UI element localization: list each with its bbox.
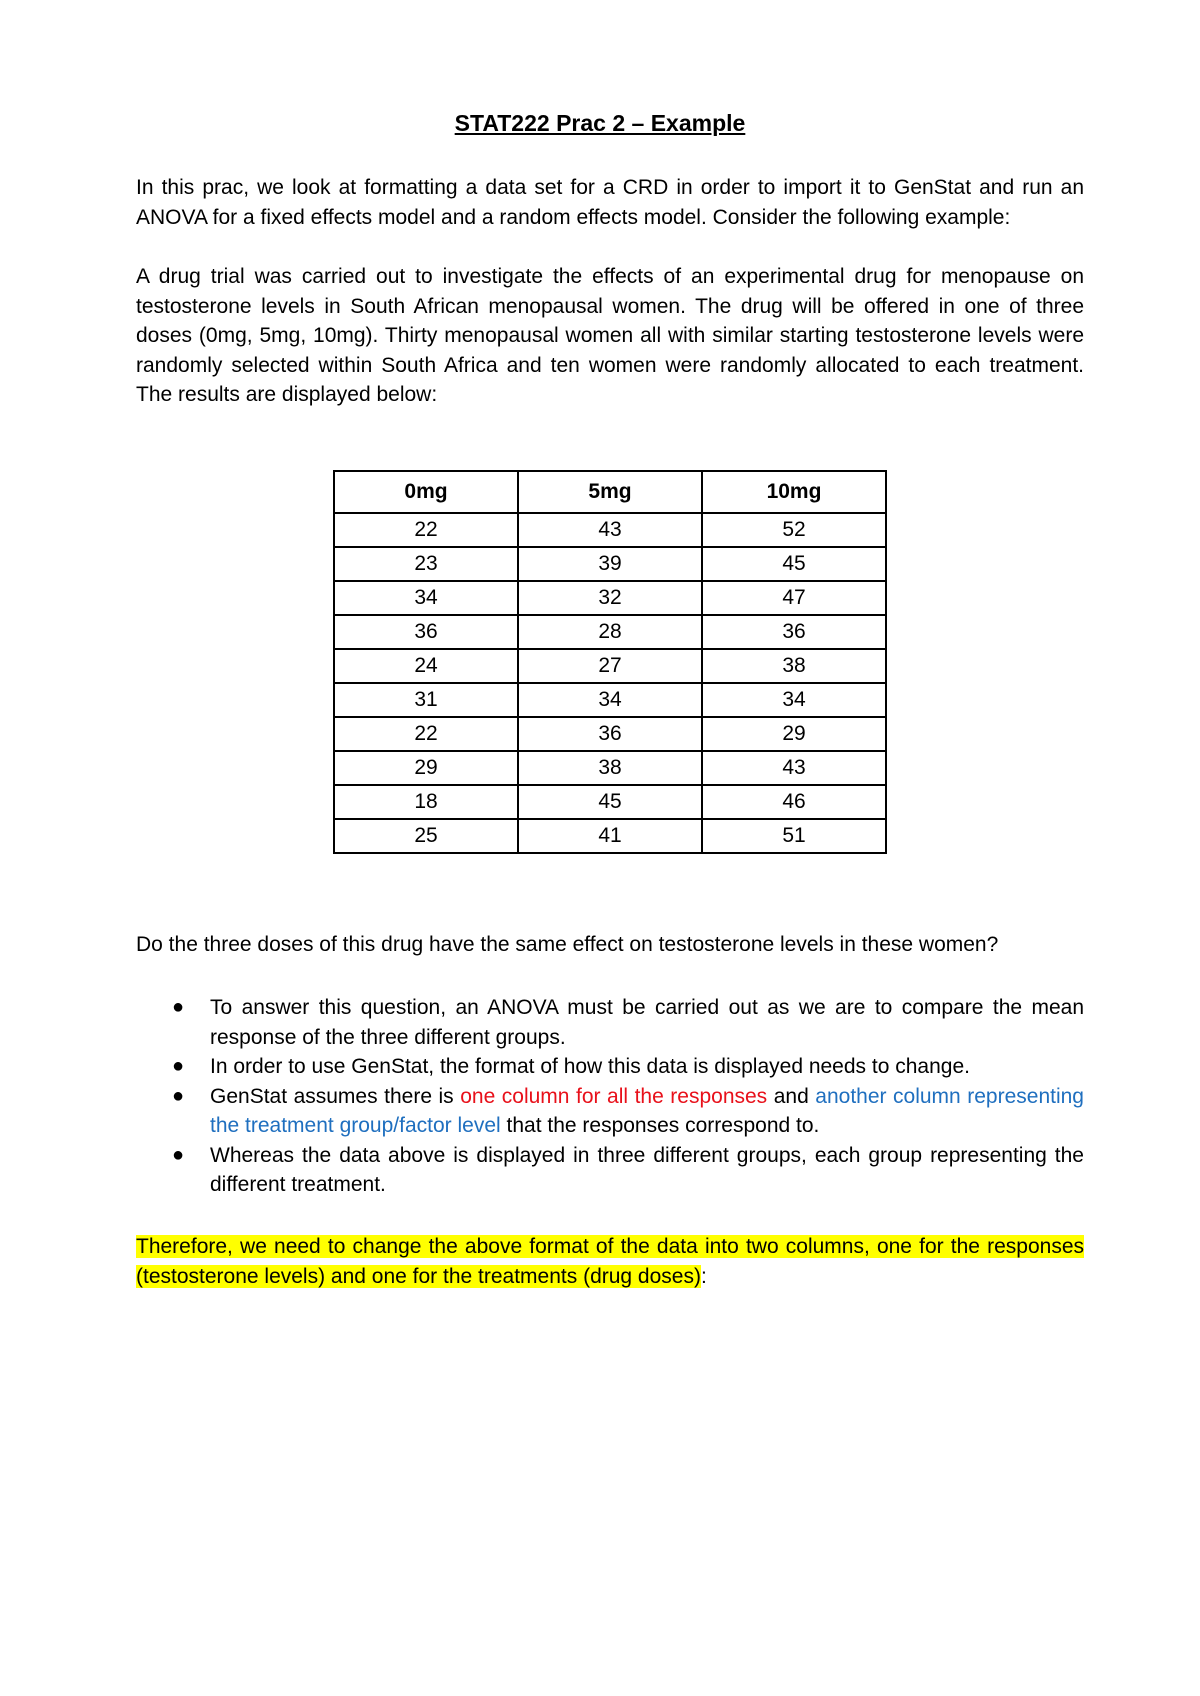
table-cell: 28 xyxy=(518,615,702,649)
bullet-icon: ● xyxy=(172,1084,185,1107)
table-row xyxy=(334,819,886,853)
intro-paragraph: In this prac, we look at formatting a data set for a CRD in order to import it to GenStat and run an ANOVA for a fixed effects model and a random effects model. Consider the following example: xyxy=(136,176,1084,229)
bullet-text: In order to use GenStat, the format of how this data is displayed needs to change. xyxy=(210,1055,970,1078)
header-5mg: 5mg xyxy=(518,471,702,513)
table-cell: 34 xyxy=(702,683,886,717)
table-cell: 47 xyxy=(702,581,886,615)
table-cell: 38 xyxy=(702,649,886,683)
bullet-icon: ● xyxy=(172,1055,185,1077)
table-cell: 29 xyxy=(334,751,518,785)
highlighted-conclusion: Therefore, we need to change the above format of the data into two columns, one for the responses (testosterone levels) and one for the treatments (drug doses) xyxy=(136,1235,1084,1288)
responses-column-phrase: one column for all the responses xyxy=(460,1084,768,1108)
table-cell: 34 xyxy=(334,581,518,615)
table-cell: 23 xyxy=(334,547,518,581)
bullet-list xyxy=(136,993,1084,1200)
table-cell: 36 xyxy=(334,615,518,649)
results-table xyxy=(333,470,887,854)
table-cell: 31 xyxy=(334,683,518,717)
bullet-icon: ● xyxy=(172,996,185,1018)
table-cell: 36 xyxy=(702,615,886,649)
table-cell: 24 xyxy=(334,649,518,683)
bullet-text: To answer this question, an ANOVA must be carried out as we are to compare the mean response of the three different groups. xyxy=(210,996,1084,1049)
table-cell: 52 xyxy=(702,513,886,547)
table-row xyxy=(334,785,886,819)
table-cell: 22 xyxy=(334,513,518,547)
table-header-row xyxy=(334,471,886,513)
bullet-item-groups xyxy=(136,1141,1084,1200)
bullet-text: that the responses correspond to. xyxy=(500,1114,820,1137)
bullet-item-format xyxy=(136,1052,1084,1082)
table-row xyxy=(334,615,886,649)
table-cell: 22 xyxy=(334,717,518,751)
question-paragraph: Do the three doses of this drug have the same effect on testosterone levels in these women? xyxy=(136,933,999,956)
table-cell: 25 xyxy=(334,819,518,853)
table-row xyxy=(334,649,886,683)
table-cell: 45 xyxy=(702,547,886,581)
table-cell: 32 xyxy=(518,581,702,615)
table-cell: 51 xyxy=(702,819,886,853)
header-10mg: 10mg xyxy=(702,471,886,513)
table-cell: 18 xyxy=(334,785,518,819)
table-row xyxy=(334,717,886,751)
scenario-paragraph: A drug trial was carried out to investigate the effects of an experimental drug for menopause on testosterone levels in South African menopausal women. The drug will be offered in one of three doses (0mg, 5mg, 10mg). Thirty menopausal women all with similar starting testosterone levels were randomly selected within South Africa and ten women were randomly allocated to each treatment. The results are displayed below: xyxy=(136,265,1084,406)
bullet-item-anova xyxy=(136,993,1084,1052)
table-cell: 39 xyxy=(518,547,702,581)
table-cell: 41 xyxy=(518,819,702,853)
treatment-column-phrase: another column representing the treatment group/factor level xyxy=(210,1084,1084,1137)
bullet-text: Whereas the data above is displayed in three different groups, each group representing the different treatment. xyxy=(210,1143,1084,1196)
table-cell: 46 xyxy=(702,785,886,819)
bullet-text: and xyxy=(767,1084,816,1108)
bullet-item-genstat-assumes xyxy=(136,1082,1084,1141)
bullet-icon: ● xyxy=(172,1143,185,1166)
table-cell: 43 xyxy=(518,513,702,547)
table-cell: 27 xyxy=(518,649,702,683)
table-cell: 45 xyxy=(518,785,702,819)
table-row xyxy=(334,581,886,615)
table-cell: 34 xyxy=(518,683,702,717)
table-cell: 36 xyxy=(518,717,702,751)
table-row xyxy=(334,513,886,547)
header-0mg: 0mg xyxy=(334,471,518,513)
document-title: STAT222 Prac 2 – Example xyxy=(454,110,746,136)
bullet-text: GenStat assumes there is xyxy=(210,1084,461,1108)
table-row xyxy=(334,751,886,785)
conclusion-tail: : xyxy=(700,1264,707,1288)
table-row xyxy=(334,683,886,717)
table-cell: 38 xyxy=(518,751,702,785)
conclusion-paragraph xyxy=(136,1232,1084,1291)
table-cell: 43 xyxy=(702,751,886,785)
table-cell: 29 xyxy=(702,717,886,751)
table-row xyxy=(334,547,886,581)
